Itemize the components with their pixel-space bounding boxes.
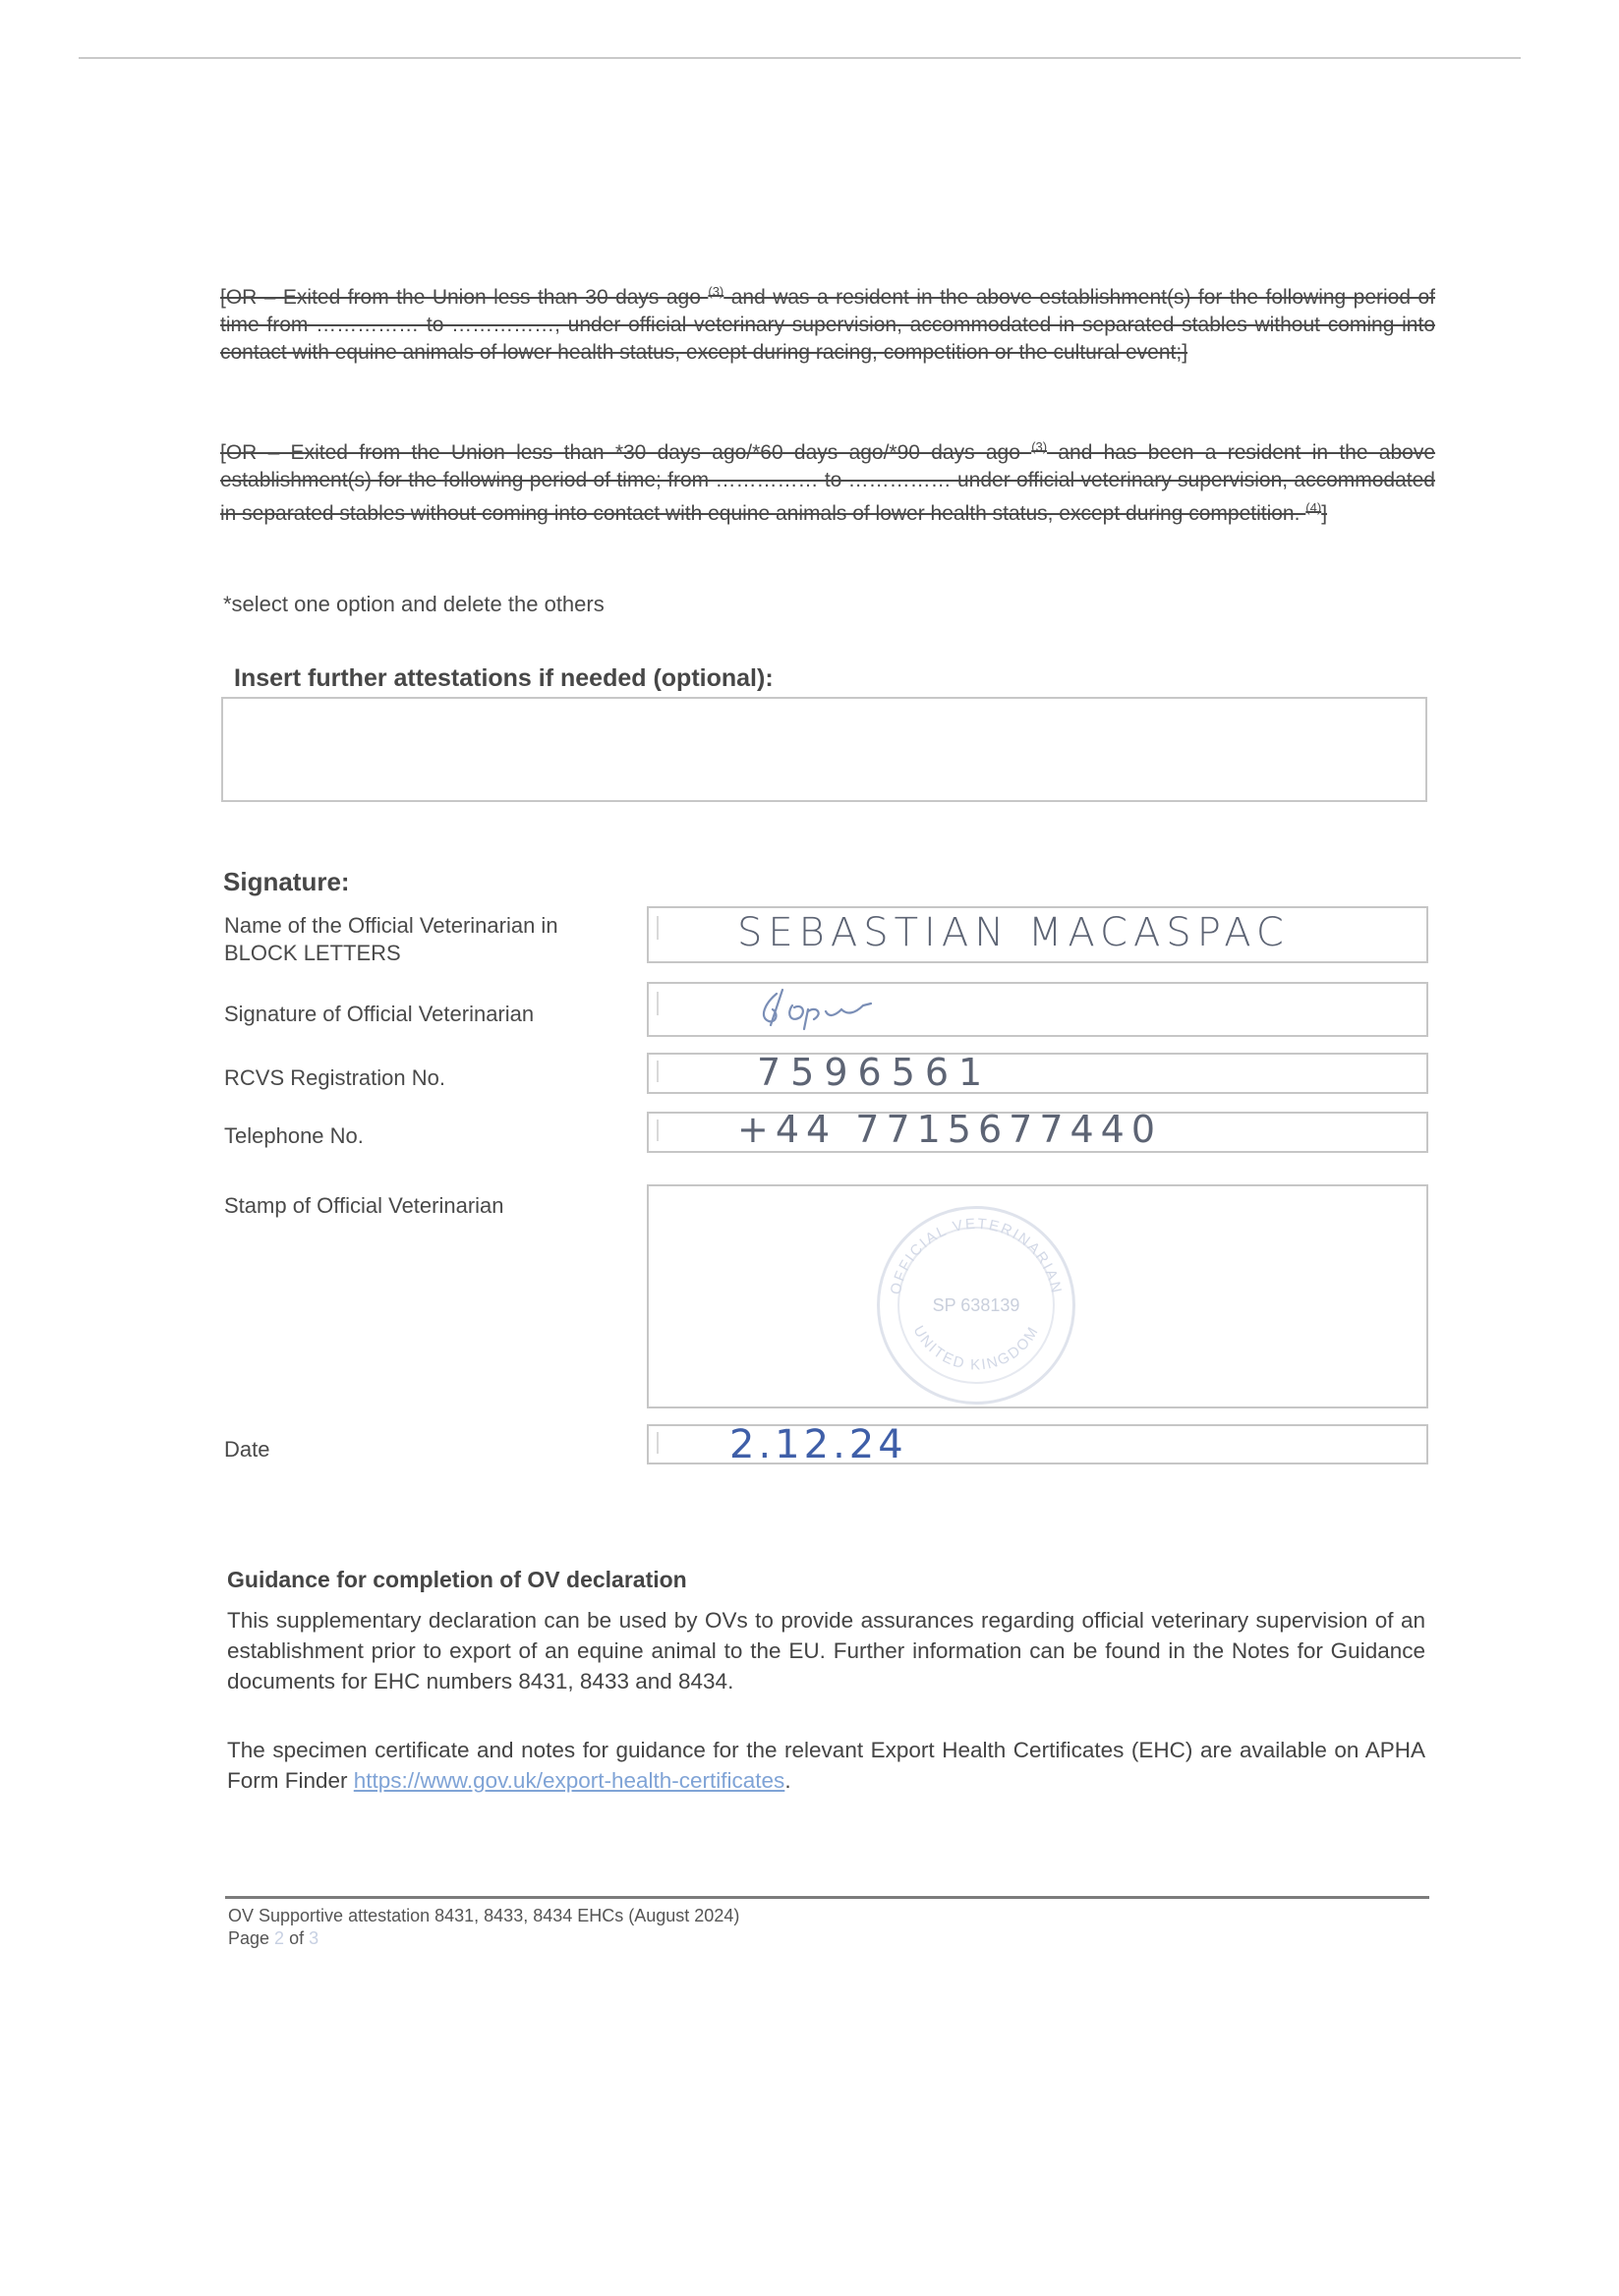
name-field[interactable] bbox=[647, 906, 1428, 963]
signature-field[interactable] bbox=[647, 982, 1428, 1037]
guidance-paragraph-1: This supplementary declaration can be used by OVs to provide assurances regarding official veterinary supervision of an establishment prior to export of an equine animal to the EU. Further information can be found in the Notes for Guidance documents for EHC numbers 8431, 8433 and 8434. bbox=[227, 1608, 1425, 1693]
rcvs-field[interactable] bbox=[647, 1053, 1428, 1094]
field-cursor-mark bbox=[657, 1119, 659, 1141]
handwritten-signature bbox=[747, 984, 924, 1035]
rcvs-label: RCVS Registration No. bbox=[224, 1065, 445, 1090]
top-divider bbox=[79, 57, 1521, 59]
date-value: 2.12.24 bbox=[729, 1422, 907, 1467]
svg-text:UNITED KINGDOM: UNITED KINGDOM bbox=[909, 1323, 1043, 1374]
official-stamp bbox=[877, 1206, 1075, 1405]
option-a-struck: [OR – Exited from the Union less than 30 days ago $^{(3)}$ and was a resident in the above establishment(s) for the following period of time from …………… to ……………, under official veterinary supervision, accommodated in separated stables without coming into contact with equine animals of lower health status, except during racing, competition or the cultural event;] bbox=[220, 284, 1436, 364]
signature-heading: Signature: bbox=[223, 867, 350, 896]
field-cursor-mark bbox=[657, 1061, 659, 1082]
stamp-code: SP 638139 bbox=[932, 1294, 1020, 1315]
date-label: Date bbox=[224, 1437, 270, 1462]
date-field[interactable] bbox=[647, 1422, 1428, 1467]
telephone-field[interactable] bbox=[647, 1108, 1428, 1153]
rcvs-value: 7596561 bbox=[757, 1051, 993, 1094]
telephone-label: Telephone No. bbox=[224, 1123, 364, 1148]
stamp-field[interactable] bbox=[647, 1184, 1428, 1408]
footer-divider bbox=[225, 1896, 1429, 1899]
stamp-ring-text bbox=[880, 1209, 1072, 1402]
form-finder-link[interactable]: https://www.gov.uk/export-health-certificates bbox=[353, 1768, 785, 1793]
footer-page-number: Page 2 of 3 bbox=[228, 1928, 319, 1948]
signature-label: Signature of Official Veterinarian bbox=[224, 1002, 535, 1026]
option-b-struck: [OR – Exited from the Union less than *30 days ago/*60 days ago/*90 days ago $^{(3)}$ and has been a resident in the above establishment(s) for the following period of time; from …………… to …………… under official veterinary supervision, accommodated in separated stables without coming into contact with equine animals of lower health status, except during competition. $^{(4)}$] bbox=[220, 439, 1436, 525]
name-label: Name of the Official Veterinarian in BLOCK LETTERS bbox=[224, 913, 558, 965]
field-cursor-mark bbox=[657, 916, 659, 940]
footer-title: OV Supportive attestation 8431, 8433, 8434 EHCs (August 2024) bbox=[228, 1906, 740, 1925]
field-cursor-mark bbox=[657, 1432, 659, 1454]
name-value: SEBASTIAN MACASPAC bbox=[737, 910, 1290, 955]
guidance-heading: Guidance for completion of OV declaration bbox=[227, 1567, 687, 1592]
telephone-value: +44 7715677440 bbox=[737, 1108, 1163, 1151]
further-attestations-label: Insert further attestations if needed (optional): bbox=[234, 664, 774, 692]
field-cursor-mark bbox=[657, 992, 659, 1015]
select-option-note: *select one option and delete the others bbox=[223, 592, 605, 616]
further-attestations-field[interactable] bbox=[221, 697, 1427, 802]
guidance-paragraph-2: The specimen certificate and notes for guidance for the relevant Export Health Certificates (EHC) are available on APHA Form Finder https://www.gov.uk/export-health-certificates. bbox=[227, 1738, 1425, 1793]
svg-text:OFFICIAL VETERINARIAN: OFFICIAL VETERINARIAN bbox=[887, 1215, 1066, 1296]
stamp-label: Stamp of Official Veterinarian bbox=[224, 1193, 504, 1218]
